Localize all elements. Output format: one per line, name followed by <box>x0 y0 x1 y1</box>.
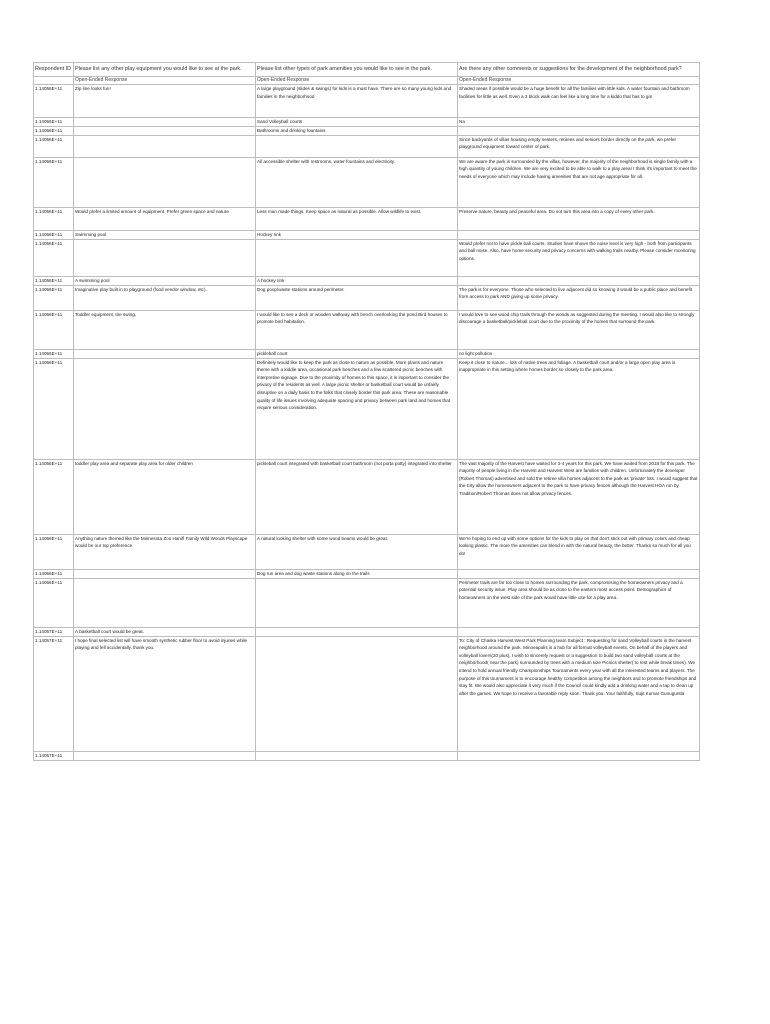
respondent-id-cell: 1.14056E+11 <box>34 349 74 358</box>
response-cell: Bathrooms and drinking fountains <box>256 127 458 136</box>
survey-sheet <box>33 62 699 761</box>
response-cell: Perimeter trails are far too close to homes surrounding the park, compromising the homeowners privacy and a potential security issue. Play area should be as close to the eastern most access point. Demographics of homeowners on the west side of the park would have little use for a play area. <box>458 578 700 627</box>
table-row <box>34 569 700 578</box>
response-cell <box>458 569 700 578</box>
table-row <box>34 636 700 751</box>
respondent-id-cell: 1.14056E+11 <box>34 127 74 136</box>
table-row <box>34 207 700 230</box>
response-cell: Since backyards of villas housing empty nesters, retirees and seniors border directly on the park, we prefer playground equipment toward center of park. <box>458 135 700 157</box>
response-cell: Dog run area and dog waste stations along on the trails <box>256 569 458 578</box>
header-play-equipment: Please list any other play equipment you would like to see at the park. <box>74 63 256 77</box>
respondent-id-cell: 1.14056E+11 <box>34 358 74 459</box>
respondent-id-cell: 1.14056E+11 <box>34 85 74 118</box>
response-cell <box>256 627 458 636</box>
respondent-id-cell: 1.14056E+11 <box>34 534 74 569</box>
response-cell: All accessible shelter with restrooms, water fountains and electricity. <box>256 157 458 207</box>
response-cell <box>458 230 700 239</box>
response-cell: The vast majority of the Harvest have waited for 3-4 years for this park. We have waited from 2018 for this park. The majority of people living in the Harvest and Harvest West are families with children. Unfortunately the developer (Robert Thomas) advertised and sold the retiree villa homes adjacent to the park as 'private' lots. I would suggest that the City allow the homeowners adjacent to the park to have privacy fences although the Harvest HOA run by Tradition/Robert Thomas does not allow privacy fences. <box>458 459 700 534</box>
table-header <box>34 63 700 85</box>
response-cell <box>74 127 256 136</box>
table-row <box>34 578 700 627</box>
header-respondent-id: Respondent ID <box>34 63 74 77</box>
response-cell: A hockey rink <box>256 276 458 285</box>
response-cell <box>256 578 458 627</box>
response-cell <box>74 578 256 627</box>
response-cell: I would love to see wood chip trails through the woods as suggested during the meeting. I would also like to strongly discourage a basketball/pickleball court due to the proximity of the homes that surround the park. <box>458 310 700 349</box>
subheader-cell: Open-Ended Response <box>458 77 700 85</box>
response-cell <box>256 135 458 157</box>
response-cell: Anything nature themed like the Minnesota Zoo Hanifl Family Wild Woods Playscape would be our top preference. <box>74 534 256 569</box>
response-cell <box>458 127 700 136</box>
respondent-id-cell: 1.14056E+11 <box>34 569 74 578</box>
header-comments: Are there any other comments or suggestions for the development of the neighborhood park? <box>458 63 700 77</box>
respondent-id-cell: 1.14056E+11 <box>34 118 74 127</box>
response-cell <box>458 276 700 285</box>
response-cell: A basketball court would be great. <box>74 627 256 636</box>
response-cell: The park is for everyone. Those who selected to live adjacent did so knowing it would be a public place and benefit from access to park AND giving up some privacy. <box>458 285 700 310</box>
response-cell: We're hoping to end up with some options for the kids to play on that don't stick out with primary colors and cheap looking plastic. The more the amenities can blend in with the natural beauty, the better. Thanks so much for all you do! <box>458 534 700 569</box>
table-body <box>34 85 700 761</box>
table-row <box>34 85 700 118</box>
response-cell <box>74 349 256 358</box>
response-cell: pickleball court <box>256 349 458 358</box>
response-cell <box>458 751 700 760</box>
respondent-id-cell: 1.14056E+11 <box>34 157 74 207</box>
response-cell <box>74 135 256 157</box>
table-row <box>34 157 700 207</box>
table-row <box>34 358 700 459</box>
response-cell <box>74 157 256 207</box>
table-row <box>34 534 700 569</box>
response-cell: Hockey rink <box>256 230 458 239</box>
response-cell: Na <box>458 118 700 127</box>
response-cell <box>74 569 256 578</box>
response-cell: Would prefer not to have pickle ball courts. Studies have shown the noise level is very high - both from participants and ball noise. Also, have home security and privacy concerns with walking trails nearby. Please consider monitoring options. <box>458 239 700 276</box>
response-cell: Imaginative play built in to playground (food vendor window, etc). <box>74 285 256 310</box>
table-row <box>34 118 700 127</box>
response-cell <box>74 358 256 459</box>
respondent-id-cell: 1.14057E+11 <box>34 751 74 760</box>
response-cell: Zip line looks fun! <box>74 85 256 118</box>
response-cell: Shaded areas if possible would be a huge benefit for all the families with little kids. A water fountain and bathroom facilities for little as well. Even a 3 block walk can feel like a long time for a kiddo that has to go! <box>458 85 700 118</box>
table-row <box>34 627 700 636</box>
response-cell: Swimming pool <box>74 230 256 239</box>
table-row <box>34 751 700 760</box>
table-row <box>34 135 700 157</box>
response-cell <box>74 118 256 127</box>
response-cell: Preserve nature, beauty and peaceful area. Do not turn this area into a copy of every other park. <box>458 207 700 230</box>
respondent-id-cell: 1.14056E+11 <box>34 207 74 230</box>
response-cell: no light pollution <box>458 349 700 358</box>
response-cell: A large playground (slides & swings) for kids is a must have. There are so many young kids and families in the neighborhood <box>256 85 458 118</box>
table-row <box>34 310 700 349</box>
respondent-id-cell: 1.14057E+11 <box>34 636 74 751</box>
response-cell: I hope final selected list will have smooth synthetic rubber floor to avoid injuries while playing and fell accidentally. thank you. <box>74 636 256 751</box>
response-cell: I would like to see a deck or wooden walkway with bench overlooking the pond.Bird houses to promote bird habitation. <box>256 310 458 349</box>
response-cell: A natural looking shelter with some wood beams would be great. <box>256 534 458 569</box>
table-row <box>34 239 700 276</box>
table-row <box>34 276 700 285</box>
response-cell: Definitely would like to keep the park as close to nature as possible. More plants and nature theme with a kiddie area, occasional park benches and a few scattered picnic benches with interpretive signage. Due to the proximity of homes to this space, it is important to consider the privacy of the residents as well. A large picnic shelter or basketball court would be unfairly disruptive on a daily basis to the folks that closely border this park area. These are reasonable quality of life issues involving adequate spacing and privacy between park land and homes that require serious consideration. <box>256 358 458 459</box>
respondent-id-cell: 1.14056E+11 <box>34 285 74 310</box>
response-cell: We are aware the park is surrounded by the villas, however, the majority of the neighborhood is single family with a high quantity of young children. We are very excited to be able to walk to a play area! I think it's important to meet the needs of everyone which may include having amenities that are not age appropriate for all. <box>458 157 700 207</box>
response-cell: Sand Volleyball courts <box>256 118 458 127</box>
response-cell <box>74 239 256 276</box>
respondent-id-cell: 1.14056E+11 <box>34 276 74 285</box>
subheader-cell <box>34 77 74 85</box>
response-cell: Toddler equipment, tire swing, <box>74 310 256 349</box>
header-row <box>34 63 700 77</box>
response-cell: pickleball court integrated with basketball court bathroom (not porta potty) integrated into shelter <box>256 459 458 534</box>
respondent-id-cell: 1.14056E+11 <box>34 578 74 627</box>
response-cell: toddler play area and separate play area for older children <box>74 459 256 534</box>
subheader-cell: Open-Ended Response <box>256 77 458 85</box>
respondent-id-cell: 1.14056E+11 <box>34 239 74 276</box>
table-row <box>34 459 700 534</box>
response-cell: Keep it close to nature... lots of native trees and foliage. A basketball court and/or a large open play area is inappropriate in this setting where homes border so closely to the park area. <box>458 358 700 459</box>
respondent-id-cell: 1.14056E+11 <box>34 310 74 349</box>
respondent-id-cell: 1.14057E+11 <box>34 627 74 636</box>
table-row <box>34 285 700 310</box>
response-cell <box>256 636 458 751</box>
response-cell <box>458 627 700 636</box>
subheader-row <box>34 77 700 85</box>
response-cell: A swimming pool <box>74 276 256 285</box>
header-park-amenities: Please list other types of park amenities you would like to see in the park. <box>256 63 458 77</box>
respondent-id-cell: 1.14056E+11 <box>34 459 74 534</box>
table-row <box>34 127 700 136</box>
response-cell <box>74 751 256 760</box>
response-cell: To: City of Chaska Harvest West Park Planning team Subject : Requesting for sand Volleyball courts in the harvest neighborhood around the park. Minneapolis is a hub for all format volleyball events, On behalf of the players and volleyball lovers(20 plus), I wish to sincerely request or a suggestion to build two sand volleyball courts at the neighborhood( near the park) surrounded by trees with a medium size Picnics shelter( to rest while break times). We intend to hold annual friendly Championships Tournaments every year with all the interested teams and players. The purpose of this tournament is to encourage healthy competition among the neighbors and to promote friendships and stay fit. We would also appreciate it very much if the Council could kindly add a drinking water and a tap to clean up after the games. We hope to receive a favorable reply soon. Thank you. Your faithfully, Sujit Kumar Gunuguntla <box>458 636 700 751</box>
response-cell <box>256 751 458 760</box>
response-cell <box>256 239 458 276</box>
respondent-id-cell: 1.14056E+11 <box>34 230 74 239</box>
response-cell: Dog poop/waste stations around perimeter. <box>256 285 458 310</box>
table-row <box>34 230 700 239</box>
responses-table <box>33 62 700 761</box>
respondent-id-cell: 1.14056E+11 <box>34 135 74 157</box>
table-row <box>34 349 700 358</box>
response-cell: Less man made things. Keep space as natural as possible. Allow wildlife to exist. <box>256 207 458 230</box>
subheader-cell: Open-Ended Response <box>74 77 256 85</box>
response-cell: Would prefer a limited amount of equipment. Prefer green space and nature <box>74 207 256 230</box>
